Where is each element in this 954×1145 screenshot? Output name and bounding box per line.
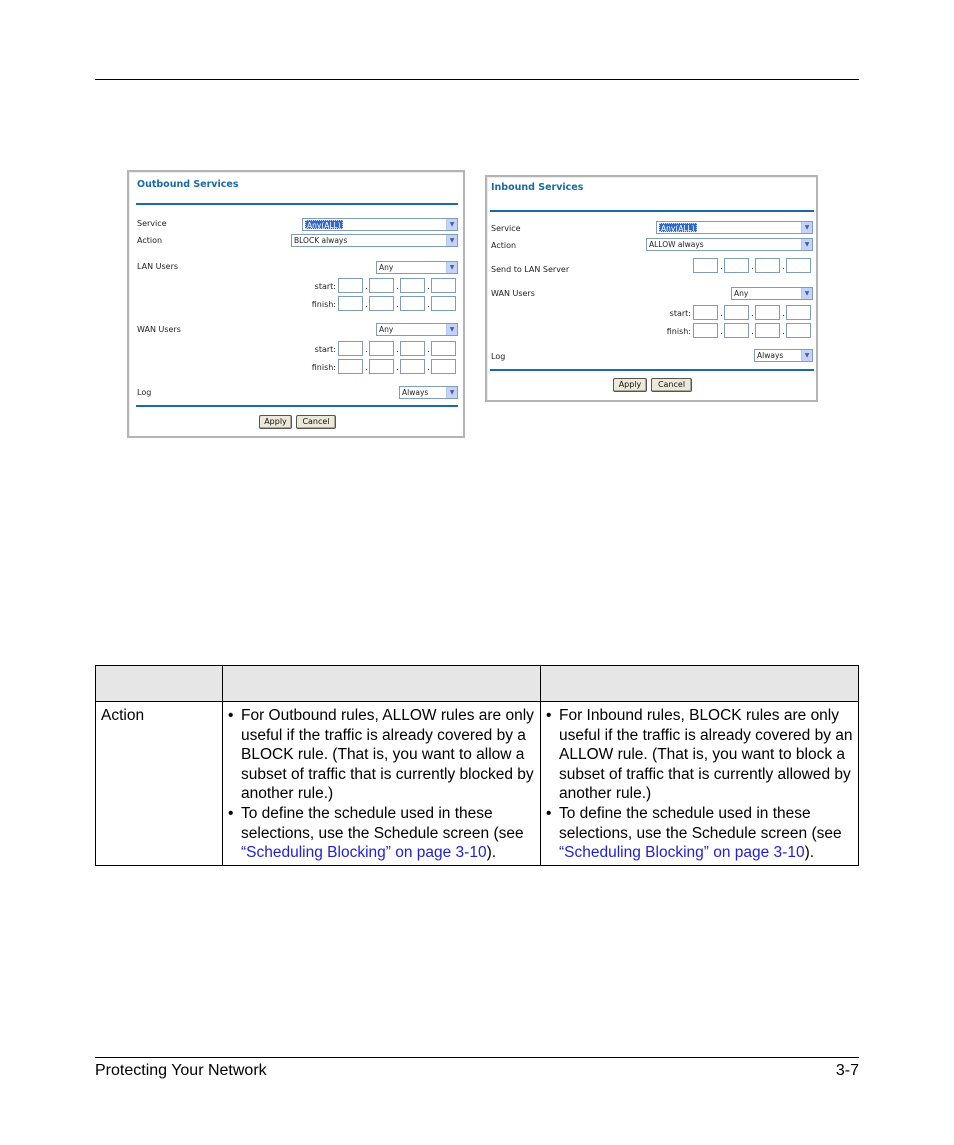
log-select[interactable]: Always ▼ [754, 349, 813, 362]
log-label: Log [491, 352, 506, 361]
ip-dot: . [427, 345, 430, 355]
wan-finish-ip-3[interactable] [400, 359, 425, 374]
wan-finish-label: finish: [666, 327, 691, 336]
ip-dot: . [720, 262, 723, 272]
page-number: 3-7 [835, 1062, 859, 1079]
wan-start-ip-2[interactable] [369, 341, 394, 356]
log-label: Log [137, 388, 152, 397]
chevron-down-icon: ▼ [446, 219, 457, 230]
ip-dot: . [396, 282, 399, 292]
apply-button[interactable]: Apply [259, 415, 292, 429]
chevron-down-icon: ▼ [801, 239, 812, 250]
title-divider [136, 203, 458, 205]
wan-start-ip-3[interactable] [400, 341, 425, 356]
action-select[interactable]: BLOCK always ▼ [291, 234, 458, 247]
header-rule [95, 79, 859, 80]
ip-dot: . [751, 262, 754, 272]
wan-start-ip-4[interactable] [431, 341, 456, 356]
action-select[interactable]: ALLOW always ▼ [646, 238, 813, 251]
lan-server-ip-3[interactable] [755, 258, 780, 273]
lan-finish-ip-4[interactable] [431, 296, 456, 311]
wan-finish-ip-2[interactable] [369, 359, 394, 374]
action-label: Action [491, 241, 517, 250]
lan-finish-ip-3[interactable] [400, 296, 425, 311]
table-header-row [96, 666, 859, 702]
ip-dot: . [365, 363, 368, 373]
table-row [96, 702, 859, 866]
field-cell: Action [96, 702, 223, 866]
outbound-cell [223, 702, 541, 866]
lan-finish-label: finish: [311, 300, 336, 309]
wan-start-label: start: [314, 345, 336, 354]
wan-finish-ip-2[interactable] [724, 323, 749, 338]
list-item: • For Outbound rules, ALLOW rules are only useful if the traffic is already covered by a BLOCK rule. (That is, you want to allow a subset of traffic that is currently blocked by another rule.) [228, 706, 536, 804]
wan-start-label: start: [669, 309, 691, 318]
cancel-button[interactable]: Cancel [296, 415, 336, 429]
chevron-down-icon: ▼ [801, 350, 812, 361]
wan-users-label: WAN Users [491, 289, 535, 298]
scheduling-blocking-link[interactable]: “Scheduling Blocking” on page 3-10 [241, 844, 487, 862]
service-label: Service [137, 219, 167, 228]
header-cell-outbound [223, 666, 541, 702]
ip-dot: . [782, 327, 785, 337]
lan-users-label: LAN Users [137, 262, 179, 271]
lan-users-select[interactable]: Any ▼ [376, 261, 458, 274]
chevron-down-icon: ▼ [801, 222, 812, 233]
lan-start-ip-1[interactable] [338, 278, 363, 293]
wan-start-ip-3[interactable] [755, 305, 780, 320]
wan-start-ip-2[interactable] [724, 305, 749, 320]
ip-dot: . [782, 262, 785, 272]
lan-finish-ip-2[interactable] [369, 296, 394, 311]
ip-dot: . [782, 309, 785, 319]
lan-server-ip-4[interactable] [786, 258, 811, 273]
ip-dot: . [720, 309, 723, 319]
service-label: Service [491, 224, 521, 233]
wan-finish-ip-4[interactable] [431, 359, 456, 374]
log-select[interactable]: Always ▼ [399, 386, 458, 399]
inbound-title: Inbound Services [491, 182, 584, 193]
chevron-down-icon: ▼ [446, 235, 457, 246]
wan-users-label: WAN Users [137, 325, 181, 334]
scheduling-blocking-link[interactable]: “Scheduling Blocking” on page 3-10 [559, 844, 805, 862]
outbound-title: Outbound Services [137, 179, 239, 190]
form-divider [490, 369, 814, 371]
ip-dot: . [396, 300, 399, 310]
ip-dot: . [427, 363, 430, 373]
inbound-cell [541, 702, 859, 866]
ip-dot: . [720, 327, 723, 337]
lan-server-ip-2[interactable] [724, 258, 749, 273]
wan-finish-ip-1[interactable] [693, 323, 718, 338]
inbound-services-panel [485, 175, 818, 402]
lan-start-ip-2[interactable] [369, 278, 394, 293]
outbound-services-panel [127, 170, 465, 438]
lan-start-label: start: [314, 282, 336, 291]
form-divider [136, 405, 458, 407]
wan-finish-label: finish: [311, 363, 336, 372]
lan-start-ip-4[interactable] [431, 278, 456, 293]
ip-dot: . [365, 345, 368, 355]
wan-finish-ip-3[interactable] [755, 323, 780, 338]
ip-dot: . [396, 363, 399, 373]
chevron-down-icon: ▼ [446, 262, 457, 273]
wan-users-select[interactable]: Any ▼ [376, 323, 458, 336]
ip-dot: . [427, 282, 430, 292]
apply-button[interactable]: Apply [613, 378, 647, 392]
ip-dot: . [365, 282, 368, 292]
wan-finish-ip-1[interactable] [338, 359, 363, 374]
service-select[interactable]: Any(ALL) ▼ [656, 221, 813, 234]
lan-finish-ip-1[interactable] [338, 296, 363, 311]
wan-start-ip-4[interactable] [786, 305, 811, 320]
ip-dot: . [365, 300, 368, 310]
wan-start-ip-1[interactable] [693, 305, 718, 320]
action-label: Action [137, 236, 163, 245]
footer-chapter-title: Protecting Your Network [95, 1062, 267, 1079]
list-item: • To define the schedule used in these selections, use the Schedule screen (see “Scheduling Blocking” on page 3-10). [228, 804, 536, 863]
chevron-down-icon: ▼ [446, 324, 457, 335]
ip-dot: . [751, 327, 754, 337]
ip-dot: . [396, 345, 399, 355]
chevron-down-icon: ▼ [801, 288, 812, 299]
list-item: • For Inbound rules, BLOCK rules are only useful if the traffic is already covered by an ALLOW rule. (That is, you want to block a subset of traffic that is currently allowed by another rule.) [546, 706, 854, 804]
ip-dot: . [427, 300, 430, 310]
action-rules-table [95, 665, 859, 866]
lan-server-ip-1[interactable] [693, 258, 718, 273]
header-cell-inbound [541, 666, 859, 702]
wan-start-ip-1[interactable] [338, 341, 363, 356]
list-item: • To define the schedule used in these selections, use the Schedule screen (see “Scheduling Blocking” on page 3-10). [546, 804, 854, 863]
wan-finish-ip-4[interactable] [786, 323, 811, 338]
header-cell-field [96, 666, 223, 702]
ip-dot: . [751, 309, 754, 319]
wan-users-select[interactable]: Any ▼ [731, 287, 813, 300]
service-select[interactable]: Any(ALL) ▼ [302, 218, 458, 231]
footer-rule [95, 1057, 859, 1058]
cancel-button[interactable]: Cancel [651, 378, 692, 392]
send-to-lan-server-label: Send to LAN Server [491, 265, 570, 274]
chevron-down-icon: ▼ [446, 387, 457, 398]
lan-start-ip-3[interactable] [400, 278, 425, 293]
title-divider [490, 210, 814, 212]
